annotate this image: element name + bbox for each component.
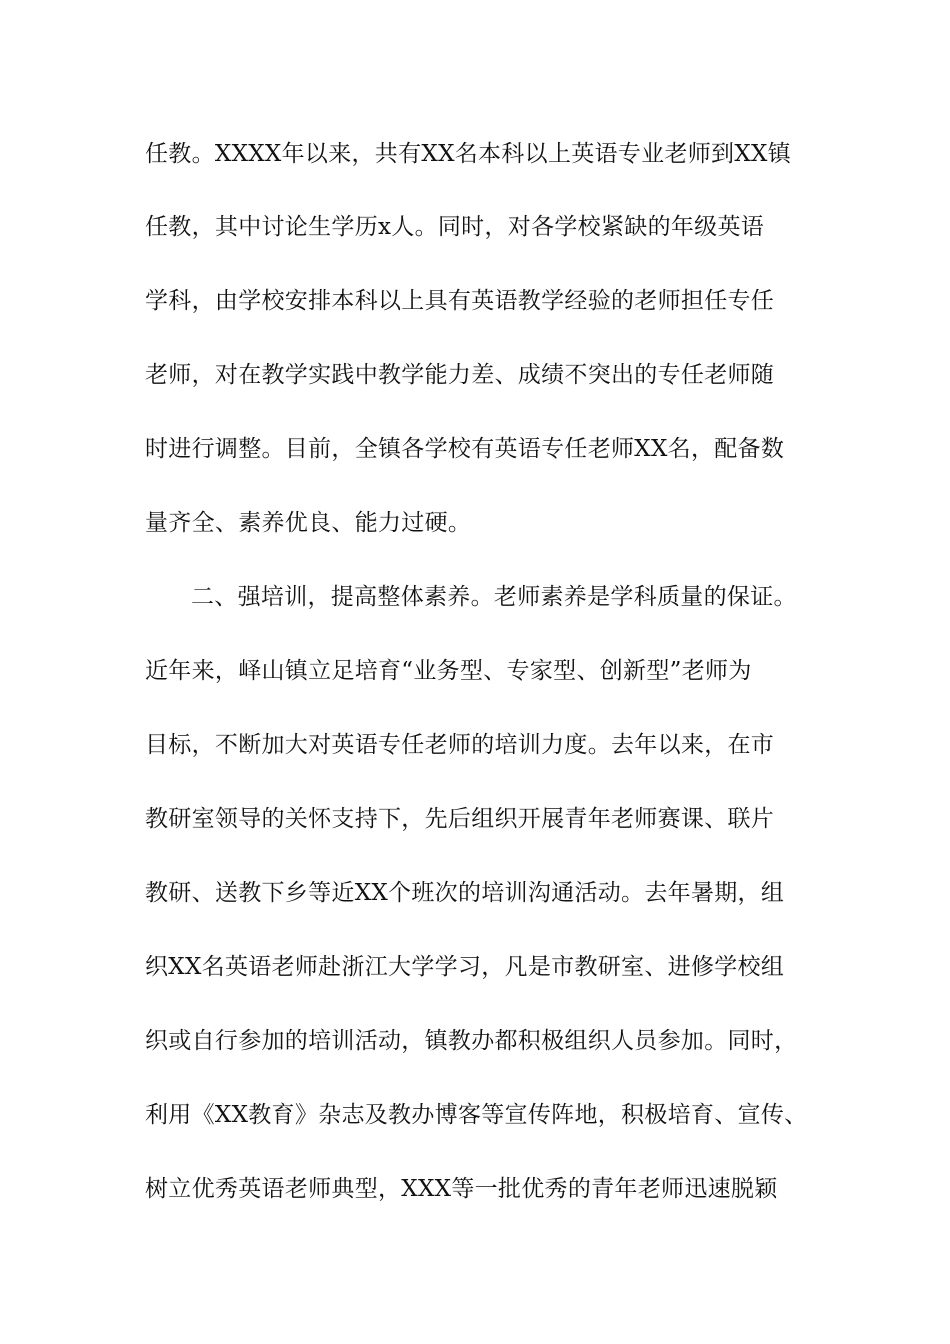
text-line-6: 量齐全、素养优良、能力过硬。 xyxy=(145,510,472,536)
text-line-3: 学科，由学校安排本科以上具有英语教学经验的老师担任专任 xyxy=(145,288,775,314)
text-line-11: 教研、送教下乡等近XX个班次的培训沟通活动。去年暑期，组 xyxy=(145,880,785,906)
text-line-4: 老师，对在教学实践中教学能力差、成绩不突出的专任老师随 xyxy=(145,362,775,388)
text-line-9: 目标，不断加大对英语专任老师的培训力度。去年以来，在市 xyxy=(145,732,775,758)
text-line-1: 任教。XXXX年以来，共有XX名本科以上英语专业老师到XX镇 xyxy=(145,141,791,167)
text-line-7-paragraph-start: 二、强培训，提高整体素养。老师素养是学科质量的保证。 xyxy=(191,584,797,610)
text-line-5: 时进行调整。目前，全镇各学校有英语专任老师XX名，配备数 xyxy=(145,436,785,462)
text-line-2: 任教，其中讨论生学历x人。同时，对各学校紧缺的年级英语 xyxy=(145,214,765,240)
text-line-14: 利用《XX教育》杂志及教办博客等宣传阵地，积极培育、宣传、 xyxy=(145,1102,808,1128)
text-line-10: 教研室领导的关怀支持下，先后组织开展青年老师赛课、联片 xyxy=(145,806,775,832)
text-line-13: 织或自行参加的培训活动，镇教办都积极组织人员参加。同时， xyxy=(145,1028,798,1054)
text-line-15: 树立优秀英语老师典型，XXX等一批优秀的青年老师迅速脱颖 xyxy=(145,1176,778,1202)
text-line-12: 织XX名英语老师赴浙江大学学习，凡是市教研室、进修学校组 xyxy=(145,954,785,980)
text-line-8: 近年来，峄山镇立足培育“业务型、专家型、创新型”老师为 xyxy=(145,658,752,684)
